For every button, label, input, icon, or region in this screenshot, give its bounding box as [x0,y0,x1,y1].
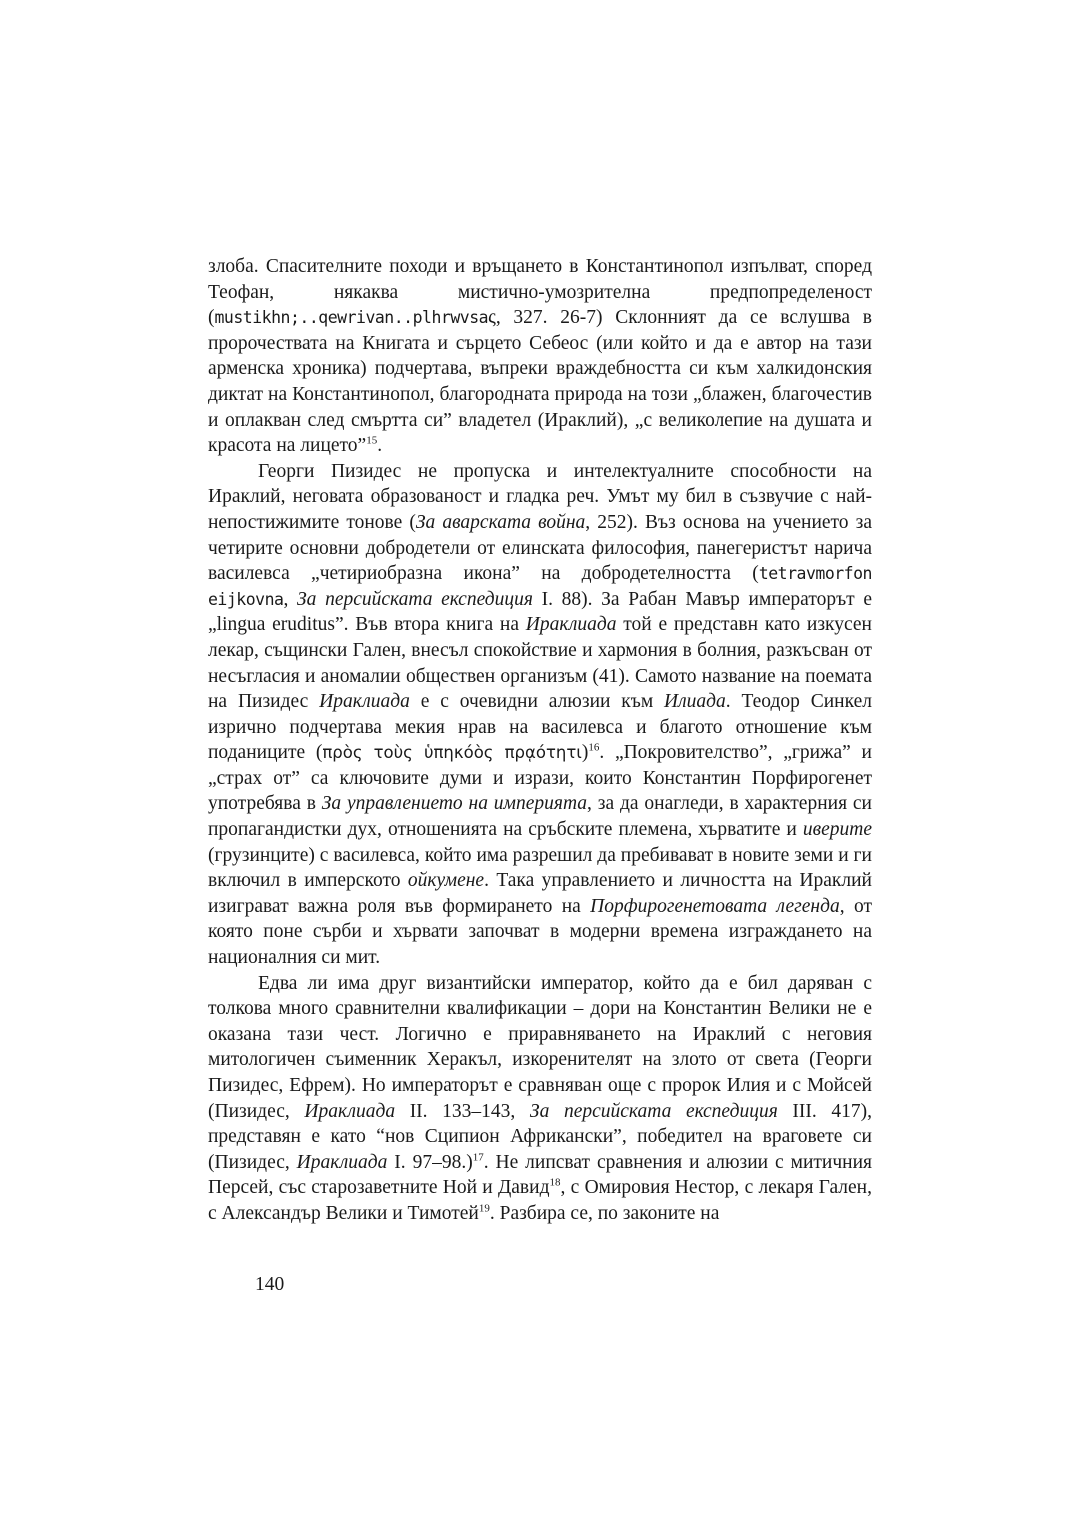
text-segment: . Не липсват сравнения и алюзии с митичния Персей, със старозаветните Ной и Давид [208,1151,872,1199]
paragraph [208,459,872,971]
text-segment: Порфирогенетовата легенда [590,895,840,917]
text-segment: Ираклиада [304,1100,396,1122]
text-segment: Ираклиада [296,1151,388,1173]
text-segment: , [283,588,298,610]
footnote-ref: 16 [588,741,600,754]
footnote-ref: 19 [478,1202,490,1215]
text-segment: , от която поне сърби и хървати започват в модерни времена изграждането на националния си мит. [208,895,872,969]
text-segment: ) [581,742,589,764]
text-segment: . [377,435,383,457]
text-segment: . Разбира се, по законите на [489,1202,720,1224]
text-segment: ойкумене [407,870,485,892]
footnote-ref: 15 [366,434,378,447]
text-segment: πρὸς τοὺς ὑπηκόὸς πρᾳότητι [322,743,582,763]
text-segment: За персийската експедиция [297,588,533,610]
text-segment: Ираклиада [525,614,617,636]
text-segment: , 252). Въз основа на учението за четирите основни добродетели от елинската философия, панегеристът нарича василевса „четириобразна икона” на добродетелността ( [208,511,872,585]
footnote-ref: 17 [472,1151,484,1164]
text-segment: иверите [802,819,872,841]
text-segment: Георги Пизидес не пропуска и интелектуалните способности на Ираклий, неговата образованост и гладка реч. Умът му бил в съзвучие с най-непостижимите тонове ( [208,460,872,533]
text-segment: За персийската експедиция [529,1100,778,1122]
text-segment: III. 417), представян е като “нов Сципион Африкански”, победител на враговете си (Пизидес, [208,1100,872,1173]
text-segment: , за да онагледи, в характерния си пропагандистки дух, отношенията на сръбските племена, хърватите и [208,793,872,841]
paragraph [208,971,872,1227]
text-segment: Ираклиада [319,691,410,713]
page-number: 140 [255,1274,285,1295]
text-segment: mustikhn;..qewrivan..plhrwvsa [214,308,489,328]
text-segment: tetravmorfon eijkovna [208,564,872,609]
text-segment: (грузинците) с василевса, който има разрешил да пребивават в новите земи и ги включил в имперското [208,844,872,892]
text-segment: . Така управлението и личността на Ираклий изиграват важна роля във формирането на [208,870,872,917]
text-segment: злоба. Спасителните походи и връщането в Константинопол изпълват, според Теофан, някаква мистично-умозрителна предпопределеност ( [208,256,872,329]
paragraph [208,254,872,459]
text-segment: Едва ли има друг византийски император, който да е бил даряван с толкова много сравнителни квалификации – дори на Константин Велики не е оказана тази чест. Логично е приравняването на Ираклий с неговия митологичен съименник Херакъл, изкоренителят на злото от света (Георги Пизидес, Ефрем). Но императорът е сравняван още с пророк Илия и с Мойсей (Пизидес, [208,972,872,1122]
footnote-ref: 18 [549,1176,561,1189]
text-segment: II. 133–143, [395,1100,530,1122]
text-segment: I. 88). За Рабан Мавър императорът е „lingua eruditus”. Във втора книга на [208,588,873,636]
text-segment: За управлението на империята [321,793,588,815]
text-segment: За аварската война [415,511,586,533]
text-segment: . Теодор Синкел изрично подчертава мекия нрав на василевса и благото отношение към поданиците ( [208,691,872,764]
text-segment: . „Покровителство”, „грижа” и „страх от” са ключовите думи и изрази, които Константин Порфирогенет употребява в [208,742,872,815]
text-segment: Илиада [664,691,726,713]
text-segment: е с очевидни алюзии към [409,691,665,713]
text-segment: ς, 327. 26-7) Склонният да се вслушва в пророчествата на Книгата и сърцето Себеос (или който и да е автор на тази арменска хроника) подчертава, въпреки враждебността си към халкидонския диктат на Константинопол, благородната природа на този „блажен, благочестив и оплакван след смъртта си” владетел (Ираклий), „с великолепие на душата и красота на лицето” [208,307,872,457]
text-segment: I. 97–98.) [387,1151,473,1173]
body-text [208,254,872,1227]
text-segment: , с Омировия Нестор, с лекаря Гален, с Александър Велики и Тимотей [208,1177,872,1224]
text-segment: той е представн като изкусен лекар, същински Гален, внесъл спокойствие и хармония в болния, разкъсван от несъгласия и аномалии обществен организъм (41). Самото название на поемата на Пизидес [208,614,872,713]
